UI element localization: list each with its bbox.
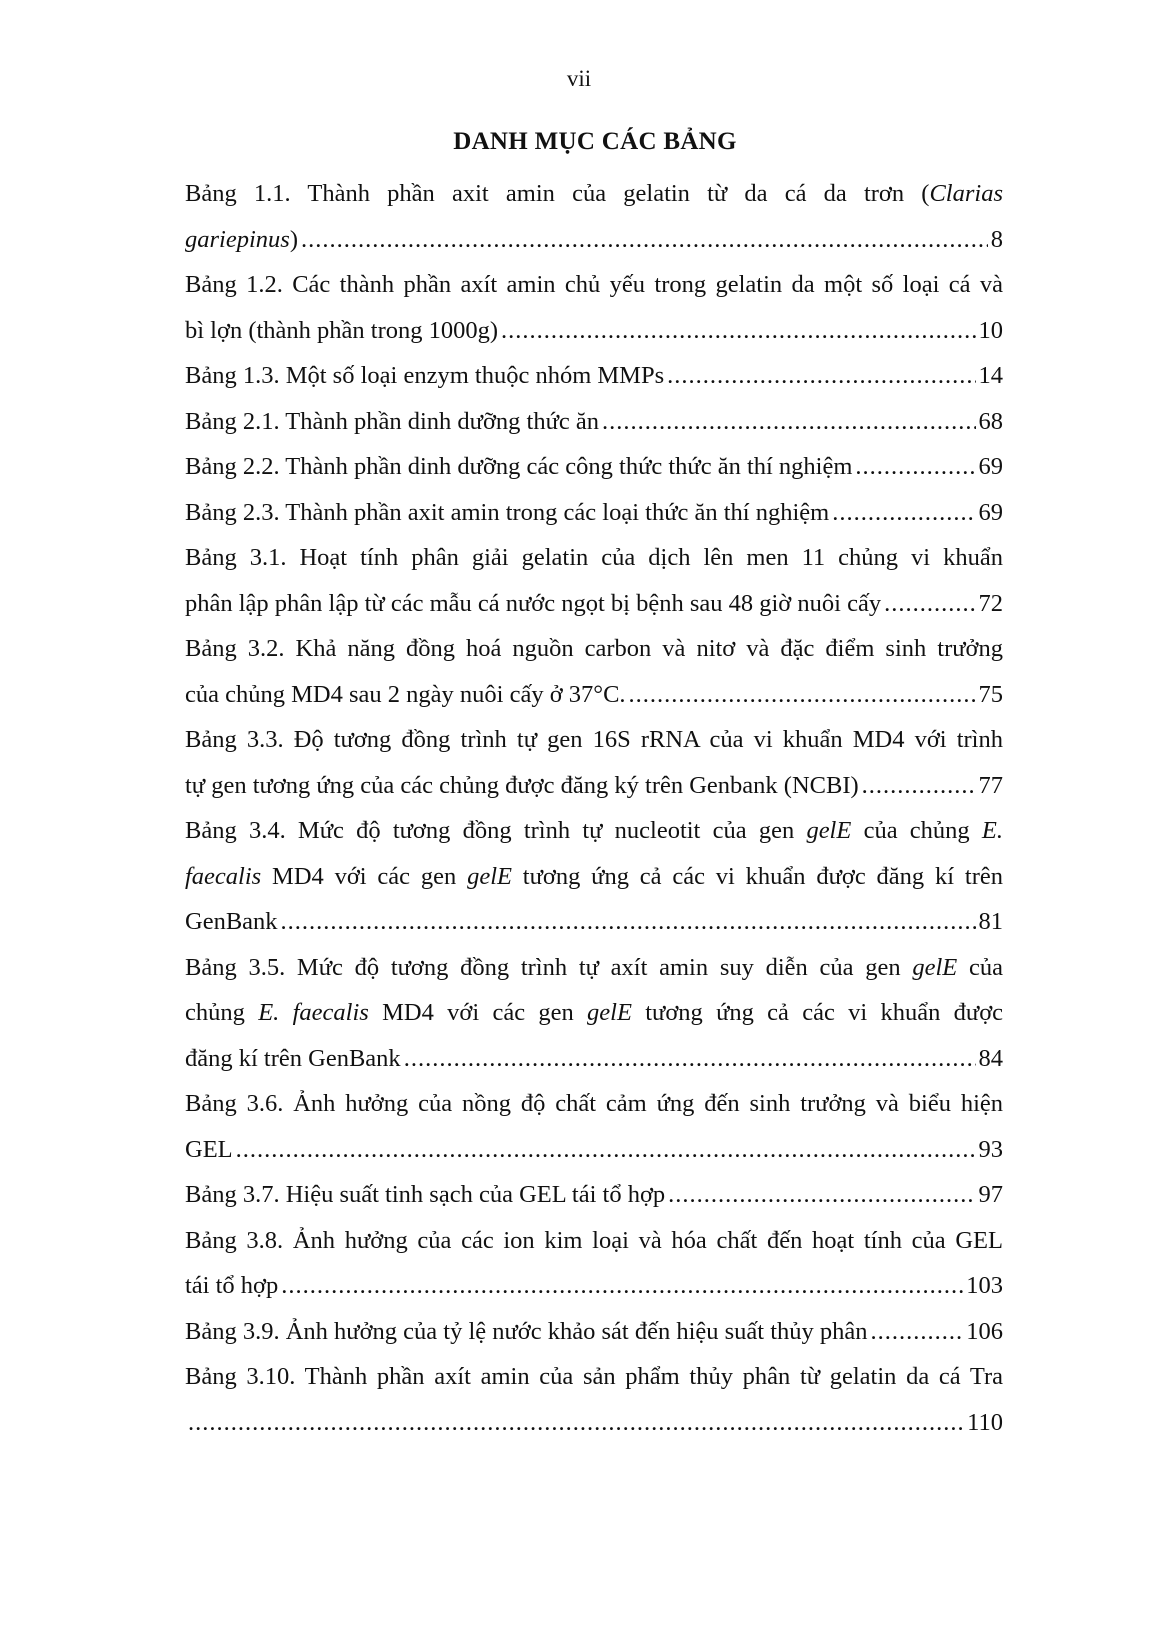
dot-leader xyxy=(188,1400,964,1446)
entry-title: Bảng 3.7. Hiệu suất tinh sạch của GEL tái tổ hợp xyxy=(185,1181,666,1208)
entry-page-number: 68 xyxy=(978,407,1003,435)
toc-entry[interactable] xyxy=(185,945,1003,1082)
entry-title-line: Bảng 1.1. Thành phần axit amin của gelatin từ da cá da trơn (Clarias xyxy=(185,180,1003,207)
entry-title: Bảng 1.3. Một số loại enzym thuộc nhóm MMPs xyxy=(185,362,665,389)
entry-title-line: Bảng 3.1. Hoạt tính phân giải gelatin của dịch lên men 11 chủng vi khuẩn xyxy=(185,544,1003,571)
dot-leader xyxy=(667,353,975,399)
entry-page-number: 77 xyxy=(978,771,1003,799)
entry-page-number: 75 xyxy=(978,680,1003,708)
toc-entry[interactable] xyxy=(185,171,1003,262)
toc-entry[interactable] xyxy=(185,262,1003,353)
entry-title-line: Bảng 3.10. Thành phần axít amin của sản phẩm thủy phân từ gelatin da cá Tra xyxy=(185,1363,1003,1390)
toc-entry[interactable] xyxy=(185,1218,1003,1309)
toc-entry[interactable] xyxy=(185,1309,1003,1355)
entry-page-number: 97 xyxy=(978,1181,1003,1208)
toc-entry[interactable] xyxy=(185,1354,1003,1445)
entry-title: của chủng MD4 sau 2 ngày nuôi cấy ở 37°C. xyxy=(185,680,626,708)
entry-page-number: 81 xyxy=(978,908,1003,935)
dot-leader xyxy=(404,1036,976,1082)
entry-title-line: Bảng 3.2. Khả năng đồng hoá nguồn carbon và nitơ và đặc điểm sinh trưởng xyxy=(185,635,1003,662)
toc-entry[interactable] xyxy=(185,717,1003,808)
toc-entry[interactable] xyxy=(185,1172,1003,1218)
entry-title-line: faecalis MD4 với các gen gelE tương ứng cả các vi khuẩn được đăng kí trên xyxy=(185,862,1003,890)
entry-title-line: Bảng 3.6. Ảnh hưởng của nồng độ chất cảm ứng đến sinh trưởng và biểu hiện xyxy=(185,1090,1003,1117)
entry-title-line: Bảng 3.4. Mức độ tương đồng trình tự nucleotit của gen gelE của chủng E. xyxy=(185,817,1004,844)
entry-title-line: Bảng 3.5. Mức độ tương đồng trình tự axít amin suy diễn của gen gelE của xyxy=(185,953,1003,981)
entry-page-number: 69 xyxy=(978,498,1003,526)
entry-title: tái tổ hợp xyxy=(185,1272,279,1299)
dot-leader xyxy=(629,672,976,718)
entry-title-line: chủng E. faecalis MD4 với các gen gelE tương ứng cả các vi khuẩn được xyxy=(185,999,1004,1026)
entry-page-number: 72 xyxy=(978,589,1003,617)
entry-page-number: 8 xyxy=(990,225,1003,253)
table-list xyxy=(185,171,1003,1445)
entry-title: bì lợn (thành phần trong 1000g) xyxy=(185,316,499,344)
toc-entry[interactable] xyxy=(185,1081,1003,1172)
dot-leader xyxy=(236,1127,976,1173)
dot-leader xyxy=(668,1172,975,1218)
entry-page-number: 103 xyxy=(966,1272,1003,1299)
entry-page-number: 10 xyxy=(978,316,1003,344)
entry-title: Bảng 2.2. Thành phần dinh dưỡng các công thức thức ăn thí nghiệm xyxy=(185,453,853,480)
dot-leader xyxy=(602,399,976,445)
dot-leader xyxy=(281,899,976,945)
entry-title: Bảng 2.3. Thành phần axit amin trong các loại thức ăn thí nghiệm xyxy=(185,498,830,526)
toc-entry[interactable] xyxy=(185,399,1003,445)
toc-entry[interactable] xyxy=(185,353,1003,399)
toc-entry[interactable] xyxy=(185,626,1003,717)
toc-entry[interactable] xyxy=(185,535,1003,626)
entry-page-number: 69 xyxy=(978,453,1003,480)
toc-entry[interactable] xyxy=(185,444,1003,490)
entry-title-line: Bảng 1.2. Các thành phần axít amin chủ yếu trong gelatin da một số loại cá và xyxy=(185,271,1003,298)
entry-page-number: 93 xyxy=(978,1135,1003,1163)
entry-page-number: 14 xyxy=(978,362,1003,389)
entry-title-line: Bảng 3.8. Ảnh hưởng của các ion kim loại và hóa chất đến hoạt tính của GEL xyxy=(185,1226,1003,1254)
dot-leader xyxy=(855,444,975,490)
entry-page-number: 110 xyxy=(967,1408,1003,1436)
dot-leader xyxy=(862,763,976,809)
dot-leader xyxy=(884,581,975,627)
dot-leader xyxy=(501,308,975,354)
entry-page-number: 84 xyxy=(978,1044,1003,1072)
entry-title: GenBank xyxy=(185,908,278,935)
dot-leader xyxy=(871,1309,964,1355)
page-number: vii xyxy=(566,66,592,91)
dot-leader xyxy=(301,217,988,263)
entry-title: phân lập phân lập từ các mẫu cá nước ngọt bị bệnh sau 48 giờ nuôi cấy xyxy=(185,589,882,617)
dot-leader xyxy=(832,490,975,536)
toc-entry[interactable] xyxy=(185,490,1003,536)
toc-entry[interactable] xyxy=(185,808,1003,945)
entry-title: Bảng 3.9. Ảnh hưởng của tỷ lệ nước khảo sát đến hiệu suất thủy phân xyxy=(185,1317,868,1345)
dot-leader xyxy=(281,1263,963,1309)
entry-title: GEL xyxy=(185,1135,233,1163)
entry-title-line: Bảng 3.3. Độ tương đồng trình tự gen 16S rRNA của vi khuẩn MD4 với trình xyxy=(185,726,1003,753)
page-title: DANH MỤC CÁC BẢNG xyxy=(453,128,737,155)
entry-title: Bảng 2.1. Thành phần dinh dưỡng thức ăn xyxy=(185,407,599,435)
entry-page-number: 106 xyxy=(966,1317,1003,1345)
entry-title: tự gen tương ứng của các chủng được đăng ký trên Genbank (NCBI) xyxy=(185,771,859,799)
entry-title: gariepinus) xyxy=(185,225,298,253)
entry-title: đăng kí trên GenBank xyxy=(185,1044,401,1072)
